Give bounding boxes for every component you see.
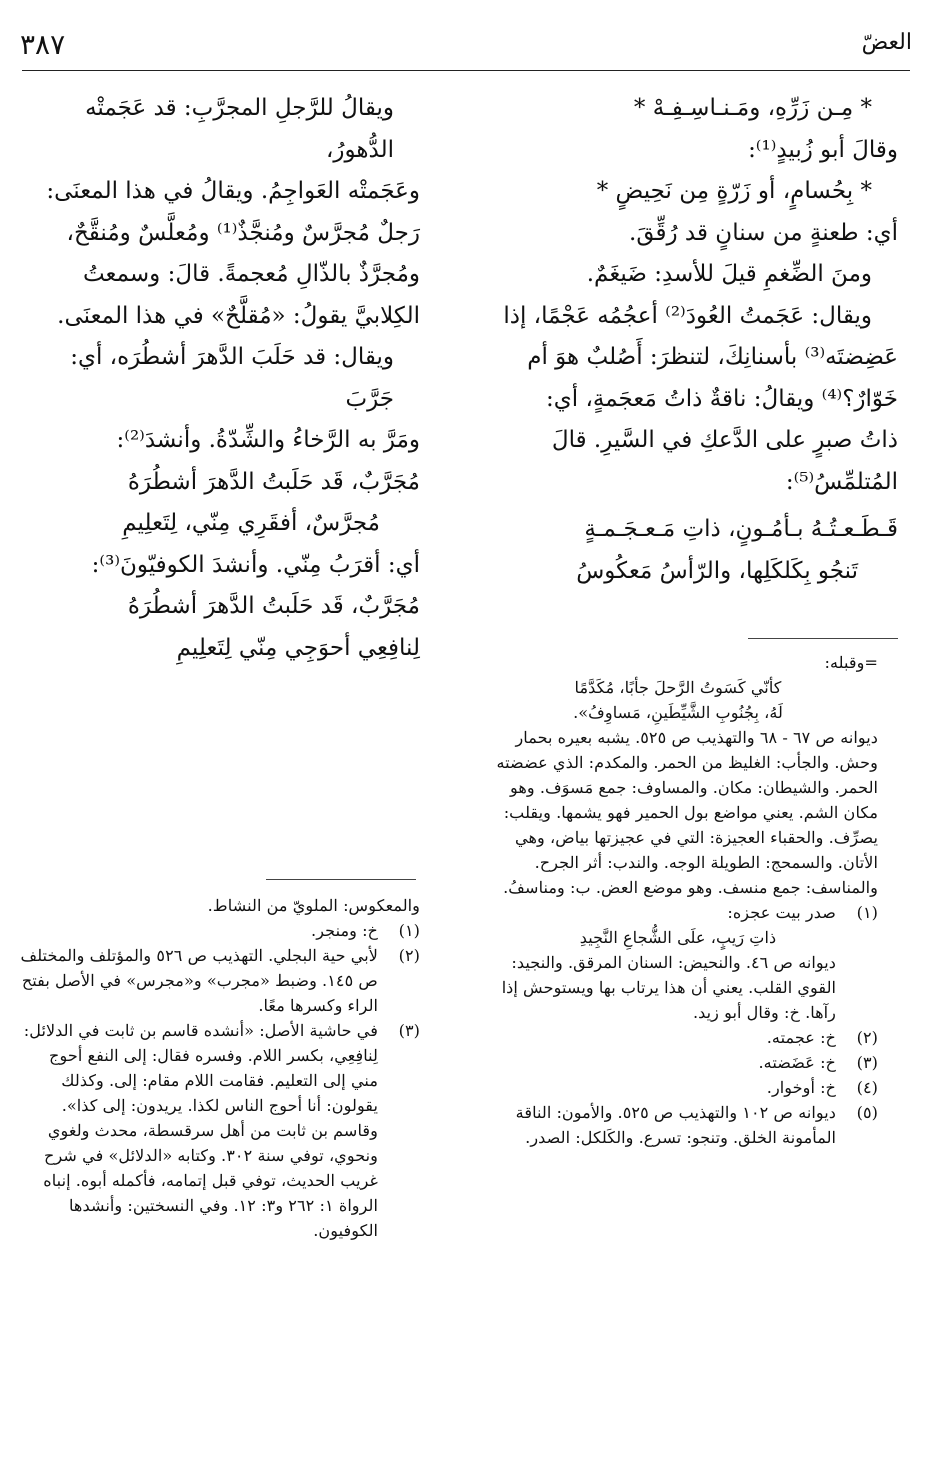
text-line: ومنَ الضِّغمِ قيلَ للأسدِ: ضَيغَمٌ. bbox=[586, 261, 872, 287]
footnote-item bbox=[20, 943, 420, 1018]
footnote-number: (٤) bbox=[856, 1078, 878, 1097]
footnote-text: ديوانه ص ١٠٢ والتهذيب ص ٥٢٥. والأمون: الناقة المأمونة الخلق. وتنجو: تسرع. والكَلكل: الصدر. bbox=[515, 1103, 836, 1147]
footnote-text: خ: أوخوار. bbox=[766, 1078, 836, 1097]
running-head: العضّ bbox=[861, 30, 912, 55]
footnote-number: (٢) bbox=[856, 1028, 878, 1047]
header-rule bbox=[22, 70, 910, 71]
footnote-item bbox=[20, 918, 420, 943]
footnotes-left-column bbox=[20, 893, 420, 1243]
text-line: ومُجرَّذٌ بالذّالِ مُعجمةً. قالَ: وسمعتُ bbox=[82, 261, 420, 287]
footnote-continuation: والمعكوس: الملويّ من النشاط. bbox=[207, 896, 420, 915]
footnote-item bbox=[478, 1100, 878, 1150]
text-line: وعَجَمتْه العَواجِمُ. ويقالُ في هذا المعنَى: bbox=[46, 178, 420, 204]
main-text-right-column bbox=[443, 88, 898, 592]
footnote-text: خ: ومنجر. bbox=[311, 921, 378, 940]
text-line: رَجلٌ مُجرَّسٌ ومُنجَّذٌ⁽¹⁾ ومُعلَّسٌ ومُنقَّحٌ، bbox=[66, 219, 420, 246]
verse-line: مُجَرَّبٌ، قَد حَلَبتُ الدَّهرَ أشطُرَهُ bbox=[127, 468, 420, 495]
text-line: أي: طعنةٍ من سنانٍ قد رُقِّقَ. bbox=[629, 219, 898, 246]
verse-line: مُجرَّسٌ، أفقَرِي مِنّي، لِتَعلِيمِ bbox=[122, 510, 380, 536]
footnote-text: صدر بيت عجزه: bbox=[727, 903, 836, 922]
footnote-number: (٢) bbox=[398, 946, 420, 965]
footnote-rule-left bbox=[266, 879, 416, 880]
text-line: ويقالُ للرَّجلِ المجرَّبِ: قد عَجَمتْه الدُّهورُ، bbox=[85, 95, 394, 163]
footnote-item bbox=[478, 1025, 878, 1050]
verse-line: قَـطَـعـتُـهُ بـأمُـونٍ، ذاتِ مَـعـجَـمـةٍ bbox=[584, 516, 898, 542]
footnote-rule-right bbox=[748, 638, 898, 639]
text-line: أي: أقرَبُ مِنّي. وأنشدَ الكوفيّونَ⁽³⁾: bbox=[91, 551, 420, 578]
footnote-item bbox=[478, 1050, 878, 1075]
verse-line: * بِحُسامٍ، أو زَرّةٍ مِن نَحِيضٍ * bbox=[596, 178, 872, 204]
text-line: خَوّارٌ؟⁽⁴⁾ ويقالُ: ناقةٌ ذاتُ مَعجَمةٍ، أي: bbox=[546, 385, 898, 412]
text-line: ذاتُ صبرٍ على الدَّعكِ في السَّيرِ. قالَ bbox=[551, 427, 898, 453]
footnote-number: (٥) bbox=[856, 1103, 878, 1122]
main-text-left-column bbox=[20, 88, 420, 669]
text-line: عَضِضتَه⁽³⁾ بأسنانِكَ، لتنظرَ: أَصُلبٌ هوَ أم bbox=[527, 344, 898, 370]
text-line: ويقال: عَجَمتُ العُودَ⁽²⁾ أعجُمُه عَجْمًا، إذا bbox=[503, 302, 872, 329]
verse-line: * مِـن زَرِّهِ، ومَـنـاسِـفِـهْ * bbox=[633, 95, 872, 121]
footnote-text: ديوانه ص ٤٦. والنحيض: السنان المرقق. والنجيد: القوي القلب. يعني أن هذا يرتاب بها ويستوحش إذا رآها. خ: وقال أبو زيد. bbox=[501, 953, 836, 1022]
verse-line: لِنافِعِي أحوَجِي مِنّي لِتَعلِيمِ bbox=[176, 634, 420, 661]
footnote-verse: كأنّي كَسَوتُ الرَّحلَ جأبًا، مُكَدَّمًا bbox=[574, 678, 782, 697]
verse-line: مُجَرَّبٌ، قَد حَلَبتُ الدَّهرَ أشطُرَهُ bbox=[127, 593, 420, 619]
footnote-item bbox=[20, 1018, 420, 1243]
footnote-item bbox=[478, 900, 878, 925]
footnotes-right-column bbox=[478, 650, 878, 1150]
footnote-item bbox=[478, 950, 878, 1025]
footnote-continuation: ديوانه ص ٦٧ - ٦٨ والتهذيب ص ٥٢٥. يشبه بعيره بحمار وحش. والجأب: الغليظ من الحمر. والمكدم: الذي عضضته الحمر. والشيطان: مكان. والمساوف: جمع مَسوَف. وهو مكان الشم. يعني مواضع بول الحمير فهو يشمها. ويقلب: يصرِّف. والحقباء العجيزة: التي في عجيزتها بياض، وهي الأتان. والسمحج: الطويلة الوجه. والندب: أثر الجرح. والمناسف: جمع منسف. وهو موضع العض. ب: ومناسفُ. bbox=[496, 728, 878, 897]
footnote-continuation: =وقبله: bbox=[824, 653, 878, 672]
footnote-number: (١) bbox=[398, 921, 420, 940]
text-line: المُتلمِّسُ⁽⁵⁾: bbox=[785, 468, 898, 495]
page-number: ٣٨٧ bbox=[20, 28, 66, 61]
footnote-item bbox=[478, 1075, 878, 1100]
footnote-text: لأبي حية البجلي. التهذيب ص ٥٢٦ والمؤتلف والمختلف ص ١٤٥. وضبط «مجرب» و«مجرس» في الأصل بفتح الراء وكسرها معًا. bbox=[20, 946, 378, 1015]
text-line: ويقال: قد حَلَبَ الدَّهرَ أشطُرَه، أي: جَرَّبَ bbox=[70, 344, 394, 412]
text-line: الكِلابيَّ يقولُ: «مُقلَّحٌ» في هذا المعنَى. bbox=[57, 302, 420, 329]
footnote-text: خ: عَضَضته. bbox=[758, 1053, 836, 1072]
text-line: ومَرَّ به الرَّخاءُ والشِّدّةُ. وأنشدَ⁽²⁾: bbox=[116, 427, 420, 453]
footnote-text: في حاشية الأصل: «أنشده قاسم بن ثابت في الدلائل: لِنافِعِي، بكسر اللام. وفسره فقال: إلى النفع أحوج مني إلى التعليم. فقامت اللام مقام: إلى. وكذلك يقولون: أنا أحوج الناس لكذا. يريدون: إلى كذا». وقاسم بن ثابت من أهل سرقسطة، محدث ولغوي ونحوي، توفي سنة ٣٠٢. وكتابه «الدلائل» في شرح غريب الحديث، توفي قبل إتمامه، فأكمله أبوه. إنباه الرواة ١: ٢٦٢ و٣: ١٢. وفي النسختين: وأنشدها الكوفيون. bbox=[23, 1021, 378, 1240]
page-header bbox=[20, 28, 912, 68]
footnote-verse: لَهُ، بِجُنُوبِ الشَّيِّطَينِ، مَساوِفُ». bbox=[573, 703, 783, 722]
verse-line: تَنجُو بِكَلكَلِها، والرّأسُ مَعكُوسُ bbox=[576, 557, 858, 584]
footnote-number: (٣) bbox=[856, 1053, 878, 1072]
footnote-number: (٣) bbox=[398, 1021, 420, 1040]
footnote-number: (١) bbox=[856, 903, 878, 922]
footnote-text: خ: عجمته. bbox=[766, 1028, 836, 1047]
footnote-verse: ذاتِ رَيبٍ، علَى الشُّجاعِ النَّجِيدِ bbox=[579, 928, 777, 947]
text-line: وقالَ أبو زُبيدٍ⁽¹⁾: bbox=[748, 136, 898, 163]
